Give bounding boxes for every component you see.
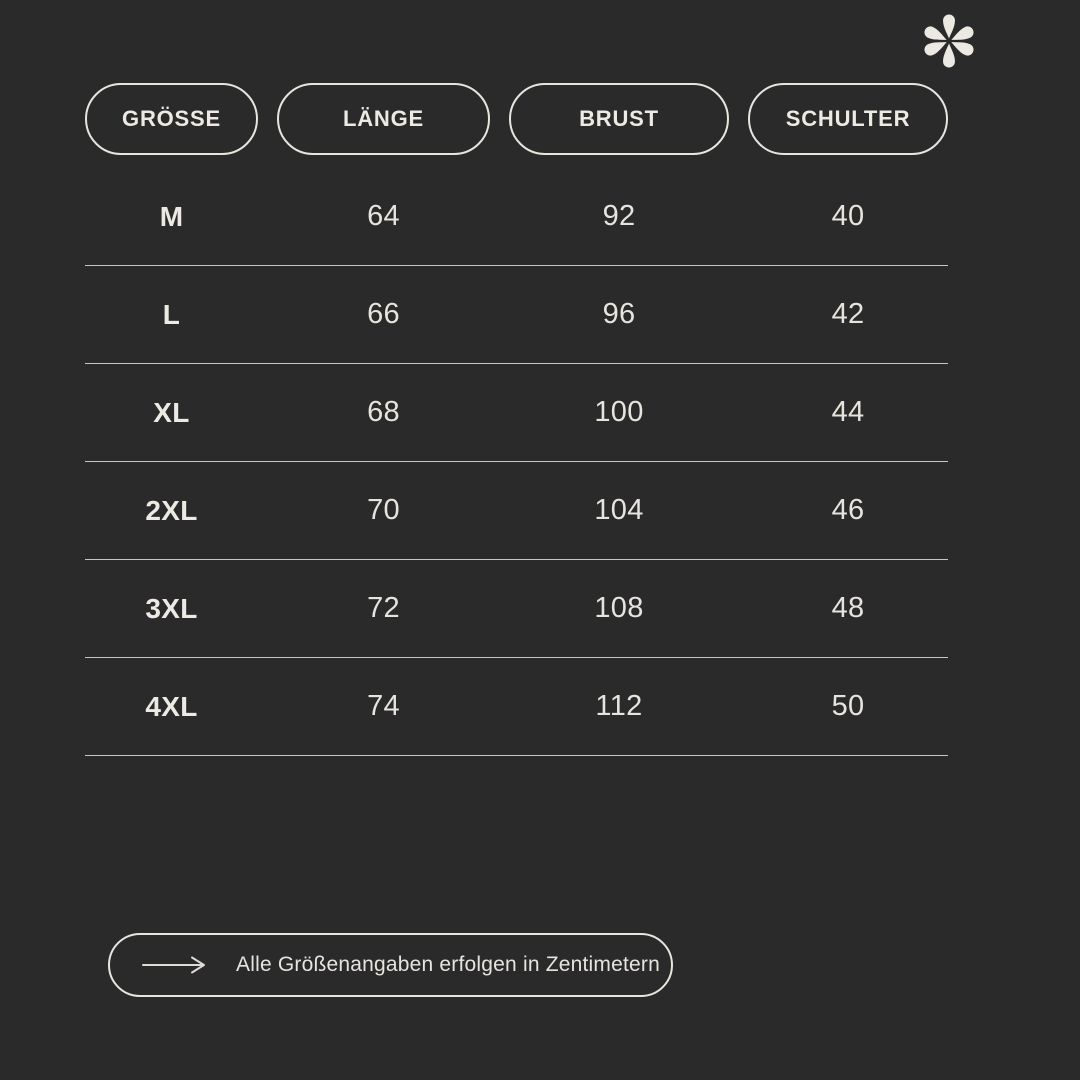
laenge-value: 70 xyxy=(367,494,400,526)
brust-value: 104 xyxy=(594,494,644,526)
brust-value: 96 xyxy=(602,298,636,330)
table-row-2xl xyxy=(85,462,948,560)
laenge-value: 74 xyxy=(367,690,400,722)
brust-value: 92 xyxy=(602,200,636,232)
long-right-arrow-icon xyxy=(140,953,208,977)
table-row-4xl xyxy=(85,658,948,756)
header-pill-groesse: GRÖSSE xyxy=(85,83,258,155)
table-row-3xl xyxy=(85,560,948,658)
schulter-value: 44 xyxy=(831,396,865,428)
asterisk-star-icon xyxy=(920,12,978,70)
schulter-value: 40 xyxy=(831,200,865,232)
table-header-row xyxy=(85,83,948,155)
header-pill-schulter: SCHULTER xyxy=(748,83,948,155)
table-row-m xyxy=(85,168,948,266)
brust-value: 108 xyxy=(594,592,644,624)
laenge-value: 72 xyxy=(367,592,400,624)
size-label: 2XL xyxy=(145,494,198,526)
header-pill-brust: BRUST xyxy=(509,83,729,155)
header-pill-laenge: LÄNGE xyxy=(277,83,490,155)
laenge-value: 66 xyxy=(367,298,400,330)
size-table xyxy=(85,83,948,756)
size-label: 4XL xyxy=(145,690,198,722)
size-label: M xyxy=(159,200,184,232)
unit-note-pill xyxy=(108,933,673,997)
size-label: XL xyxy=(153,396,190,428)
schulter-value: 50 xyxy=(831,690,865,722)
laenge-value: 68 xyxy=(367,396,400,428)
brust-value: 100 xyxy=(594,396,644,428)
size-label: L xyxy=(162,298,181,330)
schulter-value: 42 xyxy=(831,298,865,330)
table-row-xl xyxy=(85,364,948,462)
size-label: 3XL xyxy=(145,592,198,624)
brust-value: 112 xyxy=(595,690,643,722)
schulter-value: 46 xyxy=(831,494,865,526)
table-body xyxy=(85,168,948,756)
unit-note-text: Alle Größenangaben erfolgen in Zentimetern xyxy=(236,953,660,976)
schulter-value: 48 xyxy=(831,592,865,624)
laenge-value: 64 xyxy=(367,200,400,232)
table-row-l xyxy=(85,266,948,364)
